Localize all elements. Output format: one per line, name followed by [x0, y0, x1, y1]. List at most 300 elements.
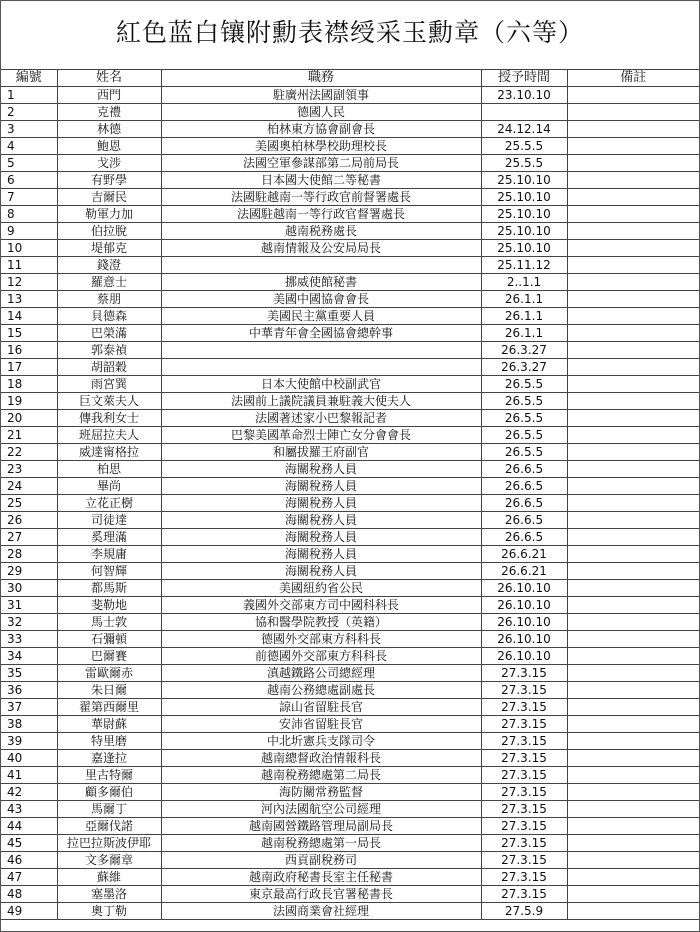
cell-no: 19 [1, 393, 57, 410]
cell-duty: 海關稅務人員 [161, 563, 481, 580]
cell-duty: 巴黎美國革命烈士陣亡女分會會長 [161, 427, 481, 444]
table-row [1, 121, 699, 138]
cell-name: 林德 [57, 121, 161, 138]
cell-name: 馬爾丁 [57, 801, 161, 818]
cell-note [567, 784, 699, 801]
cell-name: 錢澄 [57, 257, 161, 274]
cell-duty: 德國人民 [161, 104, 481, 121]
cell-name: 西門 [57, 87, 161, 104]
cell-date: 26.3.27 [481, 342, 567, 359]
cell-duty: 海關稅務人員 [161, 495, 481, 512]
cell-no: 12 [1, 274, 57, 291]
cell-duty: 挪威使館秘書 [161, 274, 481, 291]
table-row [1, 240, 699, 257]
table-row [1, 665, 699, 682]
cell-duty: 越南情報及公安局局長 [161, 240, 481, 257]
cell-date: 26.6.21 [481, 563, 567, 580]
table-row [1, 104, 699, 121]
cell-date: 25.10.10 [481, 206, 567, 223]
cell-no: 29 [1, 563, 57, 580]
cell-name: 雨宮巽 [57, 376, 161, 393]
cell-note [567, 121, 699, 138]
cell-duty: 諒山省留駐長官 [161, 699, 481, 716]
cell-duty: 美國民主黨重要人員 [161, 308, 481, 325]
cell-note [567, 240, 699, 257]
cell-duty: 義國外交部東方司中國科科長 [161, 597, 481, 614]
cell-date: 26.10.10 [481, 631, 567, 648]
cell-note [567, 274, 699, 291]
cell-date: 27.3.15 [481, 869, 567, 886]
cell-name: 都馬斯 [57, 580, 161, 597]
cell-duty: 法國空軍參謀部第二局前局長 [161, 155, 481, 172]
cell-date: 27.3.15 [481, 767, 567, 784]
header-note: 備註 [567, 70, 699, 87]
cell-name: 柏思 [57, 461, 161, 478]
cell-note [567, 716, 699, 733]
cell-duty: 越南公務總處副處長 [161, 682, 481, 699]
cell-duty: 越南稅務總處第二局長 [161, 767, 481, 784]
cell-date: 26.6.5 [481, 495, 567, 512]
cell-name: 郭泰禎 [57, 342, 161, 359]
cell-duty: 美國紐約省公民 [161, 580, 481, 597]
cell-note [567, 903, 699, 920]
cell-note [567, 580, 699, 597]
table-row [1, 138, 699, 155]
cell-name: 巴爾賽 [57, 648, 161, 665]
cell-note [567, 87, 699, 104]
cell-note [567, 869, 699, 886]
cell-no: 7 [1, 189, 57, 206]
cell-date: 2..1.1 [481, 274, 567, 291]
table-row [1, 172, 699, 189]
cell-date: 26.10.10 [481, 597, 567, 614]
cell-note [567, 648, 699, 665]
cell-name: 朱日爾 [57, 682, 161, 699]
cell-name: 有野學 [57, 172, 161, 189]
cell-date: 26.1.1 [481, 325, 567, 342]
cell-note [567, 104, 699, 121]
cell-duty: 中華青年會全國協會總幹事 [161, 325, 481, 342]
cell-name: 華尉蘇 [57, 716, 161, 733]
cell-date: 27.3.15 [481, 733, 567, 750]
cell-date: 26.10.10 [481, 648, 567, 665]
cell-date: 26.10.10 [481, 614, 567, 631]
cell-date: 27.3.15 [481, 818, 567, 835]
table-row [1, 733, 699, 750]
table-row [1, 155, 699, 172]
cell-name: 貝德森 [57, 308, 161, 325]
table-row [1, 801, 699, 818]
table-row [1, 189, 699, 206]
cell-name: 傳我利女士 [57, 410, 161, 427]
cell-no: 13 [1, 291, 57, 308]
cell-name: 巴榮滿 [57, 325, 161, 342]
table-row [1, 631, 699, 648]
cell-date: 26.10.10 [481, 580, 567, 597]
cell-note [567, 257, 699, 274]
cell-name: 里古特爾 [57, 767, 161, 784]
table-row [1, 886, 699, 903]
cell-name: 石彌頓 [57, 631, 161, 648]
table-row [1, 648, 699, 665]
table-row [1, 750, 699, 767]
cell-date: 27.3.15 [481, 784, 567, 801]
table-row [1, 597, 699, 614]
header-no: 編號 [1, 70, 57, 87]
cell-no: 41 [1, 767, 57, 784]
cell-no: 26 [1, 512, 57, 529]
cell-no: 21 [1, 427, 57, 444]
table-row [1, 223, 699, 240]
cell-note [567, 835, 699, 852]
cell-date: 26.6.5 [481, 478, 567, 495]
cell-duty: 海防關常務監督 [161, 784, 481, 801]
cell-name: 威達甯格拉 [57, 444, 161, 461]
cell-note [567, 546, 699, 563]
cell-duty: 越南税務處長 [161, 223, 481, 240]
cell-name: 立花正樹 [57, 495, 161, 512]
cell-no: 45 [1, 835, 57, 852]
table-row [1, 325, 699, 342]
cell-date: 26.5.5 [481, 444, 567, 461]
cell-name: 吉爾民 [57, 189, 161, 206]
cell-name: 馬士敦 [57, 614, 161, 631]
cell-no: 35 [1, 665, 57, 682]
cell-name: 特里磨 [57, 733, 161, 750]
cell-duty: 海關稅務人員 [161, 478, 481, 495]
cell-no: 22 [1, 444, 57, 461]
table-row [1, 580, 699, 597]
cell-note [567, 325, 699, 342]
cell-no: 49 [1, 903, 57, 920]
cell-no: 46 [1, 852, 57, 869]
cell-name: 李規庸 [57, 546, 161, 563]
cell-no: 5 [1, 155, 57, 172]
table-row [1, 546, 699, 563]
table-body [1, 87, 699, 920]
cell-date: 26.6.5 [481, 529, 567, 546]
cell-note [567, 886, 699, 903]
cell-date: 27.5.9 [481, 903, 567, 920]
cell-date: 25.10.10 [481, 189, 567, 206]
table-row [1, 393, 699, 410]
cell-no: 44 [1, 818, 57, 835]
cell-note [567, 767, 699, 784]
cell-name: 畢尚 [57, 478, 161, 495]
table-row [1, 427, 699, 444]
cell-duty: 西貢副稅務司 [161, 852, 481, 869]
header-duty: 職務 [161, 70, 481, 87]
cell-date: 26.3.27 [481, 359, 567, 376]
cell-no: 3 [1, 121, 57, 138]
document-title: 紅色蓝白镶附勳表襟绶采玉勳章（六等） [115, 18, 584, 47]
table-row [1, 291, 699, 308]
cell-date: 27.3.15 [481, 886, 567, 903]
cell-name: 蔡朋 [57, 291, 161, 308]
table-row [1, 835, 699, 852]
cell-duty: 協和醫學院教授（英籍） [161, 614, 481, 631]
cell-no: 42 [1, 784, 57, 801]
cell-no: 16 [1, 342, 57, 359]
cell-note [567, 359, 699, 376]
cell-date: 26.5.5 [481, 410, 567, 427]
cell-no: 10 [1, 240, 57, 257]
cell-duty: 滇越鐵路公司總經理 [161, 665, 481, 682]
cell-duty: 日本國大使館二等秘書 [161, 172, 481, 189]
cell-name: 班屈拉夫人 [57, 427, 161, 444]
cell-no: 43 [1, 801, 57, 818]
cell-duty: 海關稅務人員 [161, 546, 481, 563]
cell-duty: 前德國外交部東方科科長 [161, 648, 481, 665]
cell-no: 24 [1, 478, 57, 495]
cell-no: 8 [1, 206, 57, 223]
cell-no: 9 [1, 223, 57, 240]
cell-note [567, 750, 699, 767]
cell-no: 6 [1, 172, 57, 189]
cell-name: 何智輝 [57, 563, 161, 580]
cell-date: 26.1.1 [481, 308, 567, 325]
cell-note [567, 682, 699, 699]
cell-name: 塞墨洛 [57, 886, 161, 903]
cell-no: 37 [1, 699, 57, 716]
cell-note [567, 733, 699, 750]
cell-name: 胡韶穀 [57, 359, 161, 376]
table-row [1, 614, 699, 631]
cell-duty: 越南稅務總處第一局長 [161, 835, 481, 852]
table-row [1, 274, 699, 291]
cell-name: 奚理滿 [57, 529, 161, 546]
cell-no: 4 [1, 138, 57, 155]
cell-date: 26.5.5 [481, 376, 567, 393]
cell-name: 鮑恩 [57, 138, 161, 155]
table-row [1, 784, 699, 801]
cell-duty: 法國前上議院議員兼駐義大使夫人 [161, 393, 481, 410]
cell-no: 48 [1, 886, 57, 903]
cell-name: 伯拉脫 [57, 223, 161, 240]
cell-note [567, 206, 699, 223]
table-row [1, 308, 699, 325]
cell-no: 15 [1, 325, 57, 342]
cell-date: 26.5.5 [481, 427, 567, 444]
cell-no: 17 [1, 359, 57, 376]
cell-note [567, 444, 699, 461]
cell-name: 奧丁勒 [57, 903, 161, 920]
cell-duty: 海關稅務人員 [161, 461, 481, 478]
cell-note [567, 818, 699, 835]
cell-date: 26.5.5 [481, 393, 567, 410]
cell-duty: 日本大使館中校副武官 [161, 376, 481, 393]
cell-name: 羅意士 [57, 274, 161, 291]
cell-name: 司徒達 [57, 512, 161, 529]
cell-note [567, 512, 699, 529]
cell-note [567, 223, 699, 240]
cell-duty: 海關稅務人員 [161, 512, 481, 529]
cell-name: 顧多爾伯 [57, 784, 161, 801]
cell-note [567, 495, 699, 512]
table-row [1, 699, 699, 716]
cell-note [567, 155, 699, 172]
table-row [1, 852, 699, 869]
cell-duty: 駐廣州法國副領事 [161, 87, 481, 104]
cell-date [481, 104, 567, 121]
cell-note [567, 461, 699, 478]
table-row [1, 478, 699, 495]
cell-date: 24.12.14 [481, 121, 567, 138]
cell-note [567, 342, 699, 359]
cell-date: 27.3.15 [481, 699, 567, 716]
cell-no: 47 [1, 869, 57, 886]
cell-duty: 安沛省留駐長官 [161, 716, 481, 733]
cell-date: 23.10.10 [481, 87, 567, 104]
header-row [1, 70, 699, 87]
cell-name: 克禮 [57, 104, 161, 121]
cell-date: 26.1.1 [481, 291, 567, 308]
table-row [1, 461, 699, 478]
header-date: 授予時間 [481, 70, 567, 87]
cell-no: 31 [1, 597, 57, 614]
cell-no: 33 [1, 631, 57, 648]
cell-note [567, 410, 699, 427]
cell-duty: 德國外交部東方科科長 [161, 631, 481, 648]
cell-duty: 河內法國航空公司經理 [161, 801, 481, 818]
cell-note [567, 427, 699, 444]
table-row [1, 563, 699, 580]
cell-date: 27.3.15 [481, 852, 567, 869]
table-row [1, 682, 699, 699]
cell-duty: 越南總督政治情報科長 [161, 750, 481, 767]
cell-note [567, 308, 699, 325]
table-row [1, 869, 699, 886]
table-row [1, 342, 699, 359]
header-name: 姓名 [57, 70, 161, 87]
cell-date: 26.6.21 [481, 546, 567, 563]
cell-duty: 東京最高行政長官署秘書長 [161, 886, 481, 903]
table-row [1, 903, 699, 920]
cell-name: 蘇維 [57, 869, 161, 886]
cell-note [567, 291, 699, 308]
cell-name: 拉巴拉斯波伊耶 [57, 835, 161, 852]
cell-duty: 美國奧柏林學校助理校長 [161, 138, 481, 155]
cell-note [567, 563, 699, 580]
cell-date: 26.6.5 [481, 512, 567, 529]
cell-note [567, 172, 699, 189]
cell-duty: 越南政府秘書長室主任秘書 [161, 869, 481, 886]
cell-note [567, 478, 699, 495]
table-row [1, 818, 699, 835]
cell-duty: 法國著述家小巴黎報記者 [161, 410, 481, 427]
cell-date: 27.3.15 [481, 835, 567, 852]
cell-date: 25.5.5 [481, 138, 567, 155]
cell-duty: 法國駐越南一等行政官前督署處長 [161, 189, 481, 206]
cell-date: 26.6.5 [481, 461, 567, 478]
cell-note [567, 665, 699, 682]
cell-name: 亞爾伐諾 [57, 818, 161, 835]
cell-name: 嘉逢拉 [57, 750, 161, 767]
cell-name: 文多爾章 [57, 852, 161, 869]
cell-no: 28 [1, 546, 57, 563]
cell-duty: 中北圻憲兵支隊司令 [161, 733, 481, 750]
table-row [1, 444, 699, 461]
cell-note [567, 614, 699, 631]
cell-no: 2 [1, 104, 57, 121]
cell-date: 27.3.15 [481, 665, 567, 682]
cell-note [567, 631, 699, 648]
cell-name: 堤郁克 [57, 240, 161, 257]
cell-name: 勒軍力加 [57, 206, 161, 223]
cell-no: 40 [1, 750, 57, 767]
cell-note [567, 189, 699, 206]
cell-no: 27 [1, 529, 57, 546]
cell-no: 38 [1, 716, 57, 733]
cell-duty: 法國商業會社經理 [161, 903, 481, 920]
cell-no: 30 [1, 580, 57, 597]
cell-date: 27.3.15 [481, 750, 567, 767]
table-row [1, 529, 699, 546]
cell-date: 25.10.10 [481, 172, 567, 189]
table-row [1, 376, 699, 393]
cell-no: 32 [1, 614, 57, 631]
table-row [1, 359, 699, 376]
cell-note [567, 699, 699, 716]
cell-no: 36 [1, 682, 57, 699]
cell-duty: 美國中國協會會長 [161, 291, 481, 308]
cell-name: 雷歐爾赤 [57, 665, 161, 682]
cell-note [567, 393, 699, 410]
table-row [1, 512, 699, 529]
cell-duty: 柏林東方協會副會長 [161, 121, 481, 138]
cell-no: 25 [1, 495, 57, 512]
cell-date: 25.10.10 [481, 223, 567, 240]
cell-date: 25.5.5 [481, 155, 567, 172]
cell-duty [161, 257, 481, 274]
cell-note [567, 376, 699, 393]
cell-no: 39 [1, 733, 57, 750]
table-row [1, 206, 699, 223]
cell-date: 25.11.12 [481, 257, 567, 274]
cell-no: 1 [1, 87, 57, 104]
cell-duty: 越南國營鐵路管理局副局長 [161, 818, 481, 835]
cell-no: 34 [1, 648, 57, 665]
table-row [1, 410, 699, 427]
table-row [1, 495, 699, 512]
cell-date: 25.10.10 [481, 240, 567, 257]
cell-name: 翟第西爾里 [57, 699, 161, 716]
cell-no: 20 [1, 410, 57, 427]
table-row [1, 87, 699, 104]
cell-duty: 法國駐越南一等行政官督署處長 [161, 206, 481, 223]
cell-name: 斐勒地 [57, 597, 161, 614]
cell-no: 14 [1, 308, 57, 325]
cell-no: 11 [1, 257, 57, 274]
cell-note [567, 801, 699, 818]
cell-note [567, 529, 699, 546]
cell-no: 23 [1, 461, 57, 478]
cell-duty [161, 342, 481, 359]
cell-duty: 海關稅務人員 [161, 529, 481, 546]
cell-date: 27.3.15 [481, 682, 567, 699]
table-row [1, 716, 699, 733]
table-row [1, 257, 699, 274]
cell-duty: 和屬拔羅王府副官 [161, 444, 481, 461]
cell-duty [161, 359, 481, 376]
medal-recipients-table [1, 69, 699, 920]
cell-no: 18 [1, 376, 57, 393]
cell-note [567, 138, 699, 155]
cell-name: 巨文萊夫人 [57, 393, 161, 410]
cell-note [567, 597, 699, 614]
cell-date: 27.3.15 [481, 716, 567, 733]
table-row [1, 767, 699, 784]
